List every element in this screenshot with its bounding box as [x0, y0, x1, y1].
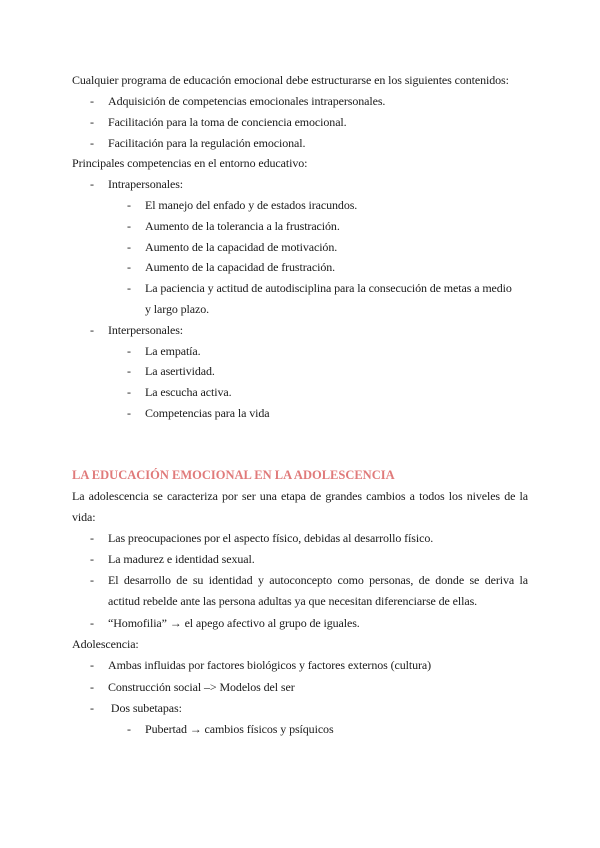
list-item: La empatía. [145, 344, 201, 358]
paragraph-line: vida: [72, 510, 96, 524]
list-item: Dos subetapas: [108, 701, 182, 715]
list-item: Aumento de la tolerancia a la frustración. [145, 219, 340, 233]
adolescencia-label: Adolescencia: [72, 637, 139, 651]
list-item: Construcción social –> Modelos del ser [108, 680, 295, 694]
bullet-dash: - [127, 722, 131, 736]
bullet-dash: - [127, 344, 131, 358]
bullet-dash: - [90, 177, 94, 191]
list-item-continuation: actitud rebelde ante las persona adultas ya que necesitan diferenciarse de ellas. [108, 594, 478, 608]
interpersonales-label: Interpersonales: [108, 323, 184, 337]
bullet-dash: - [90, 531, 94, 545]
bullet-dash: - [90, 680, 94, 694]
list-item-text: El desarrollo de su identidad y autoconcepto como personas, de donde se deriva la [108, 573, 528, 587]
bullet-dash: - [127, 260, 131, 274]
list-item-continuation: y largo plazo. [145, 302, 210, 316]
section-heading: LA EDUCACIÓN EMOCIONAL EN LA ADOLESCENCIA [72, 468, 395, 482]
list-item: La asertividad. [145, 364, 215, 378]
bullet-dash: - [90, 573, 94, 587]
list-item: Ambas influidas por factores biológicos y factores externos (cultura) [108, 658, 431, 672]
list-item [108, 572, 528, 588]
list-item: La paciencia y actitud de autodisciplina para la consecución de metas a medio [145, 281, 512, 295]
list-item: Facilitación para la regulación emocional. [108, 136, 306, 150]
bullet-dash: - [90, 658, 94, 672]
bullet-dash: - [127, 198, 131, 212]
list-item: Pubertad → cambios físicos y psíquicos [145, 722, 334, 736]
list-item: Las preocupaciones por el aspecto físico, debidas al desarrollo físico. [108, 531, 434, 545]
bullet-dash: - [127, 385, 131, 399]
list-item: Facilitación para la toma de conciencia emocional. [108, 115, 347, 129]
bullet-dash: - [90, 616, 94, 630]
bullet-dash: - [127, 240, 131, 254]
bullet-dash: - [90, 701, 94, 715]
list-item: El manejo del enfado y de estados iracundos. [145, 198, 358, 212]
paragraph-line [72, 488, 528, 504]
list-item: Adquisición de competencias emocionales intrapersonales. [108, 94, 386, 108]
paragraph-text: La adolescencia se caracteriza por ser una etapa de grandes cambios a todos los niveles de la [72, 489, 528, 503]
bullet-dash: - [90, 136, 94, 150]
competencias-title: Principales competencias en el entorno educativo: [72, 156, 308, 170]
list-item: Aumento de la capacidad de motivación. [145, 240, 338, 254]
bullet-dash: - [90, 115, 94, 129]
bullet-dash: - [127, 364, 131, 378]
bullet-dash: - [127, 281, 131, 295]
bullet-dash: - [90, 323, 94, 337]
intrapersonales-label: Intrapersonales: [108, 177, 184, 191]
intro-text: Cualquier programa de educación emocional debe estructurarse en los siguientes contenidos: [72, 73, 509, 87]
list-item: “Homofilia” → el apego afectivo al grupo de iguales. [108, 616, 360, 630]
bullet-dash: - [90, 94, 94, 108]
bullet-dash: - [127, 406, 131, 420]
list-item: La madurez e identidad sexual. [108, 552, 255, 566]
bullet-dash: - [127, 219, 131, 233]
bullet-dash: - [90, 552, 94, 566]
list-item: Competencias para la vida [145, 406, 270, 420]
list-item: Aumento de la capacidad de frustración. [145, 260, 336, 274]
list-item: La escucha activa. [145, 385, 232, 399]
